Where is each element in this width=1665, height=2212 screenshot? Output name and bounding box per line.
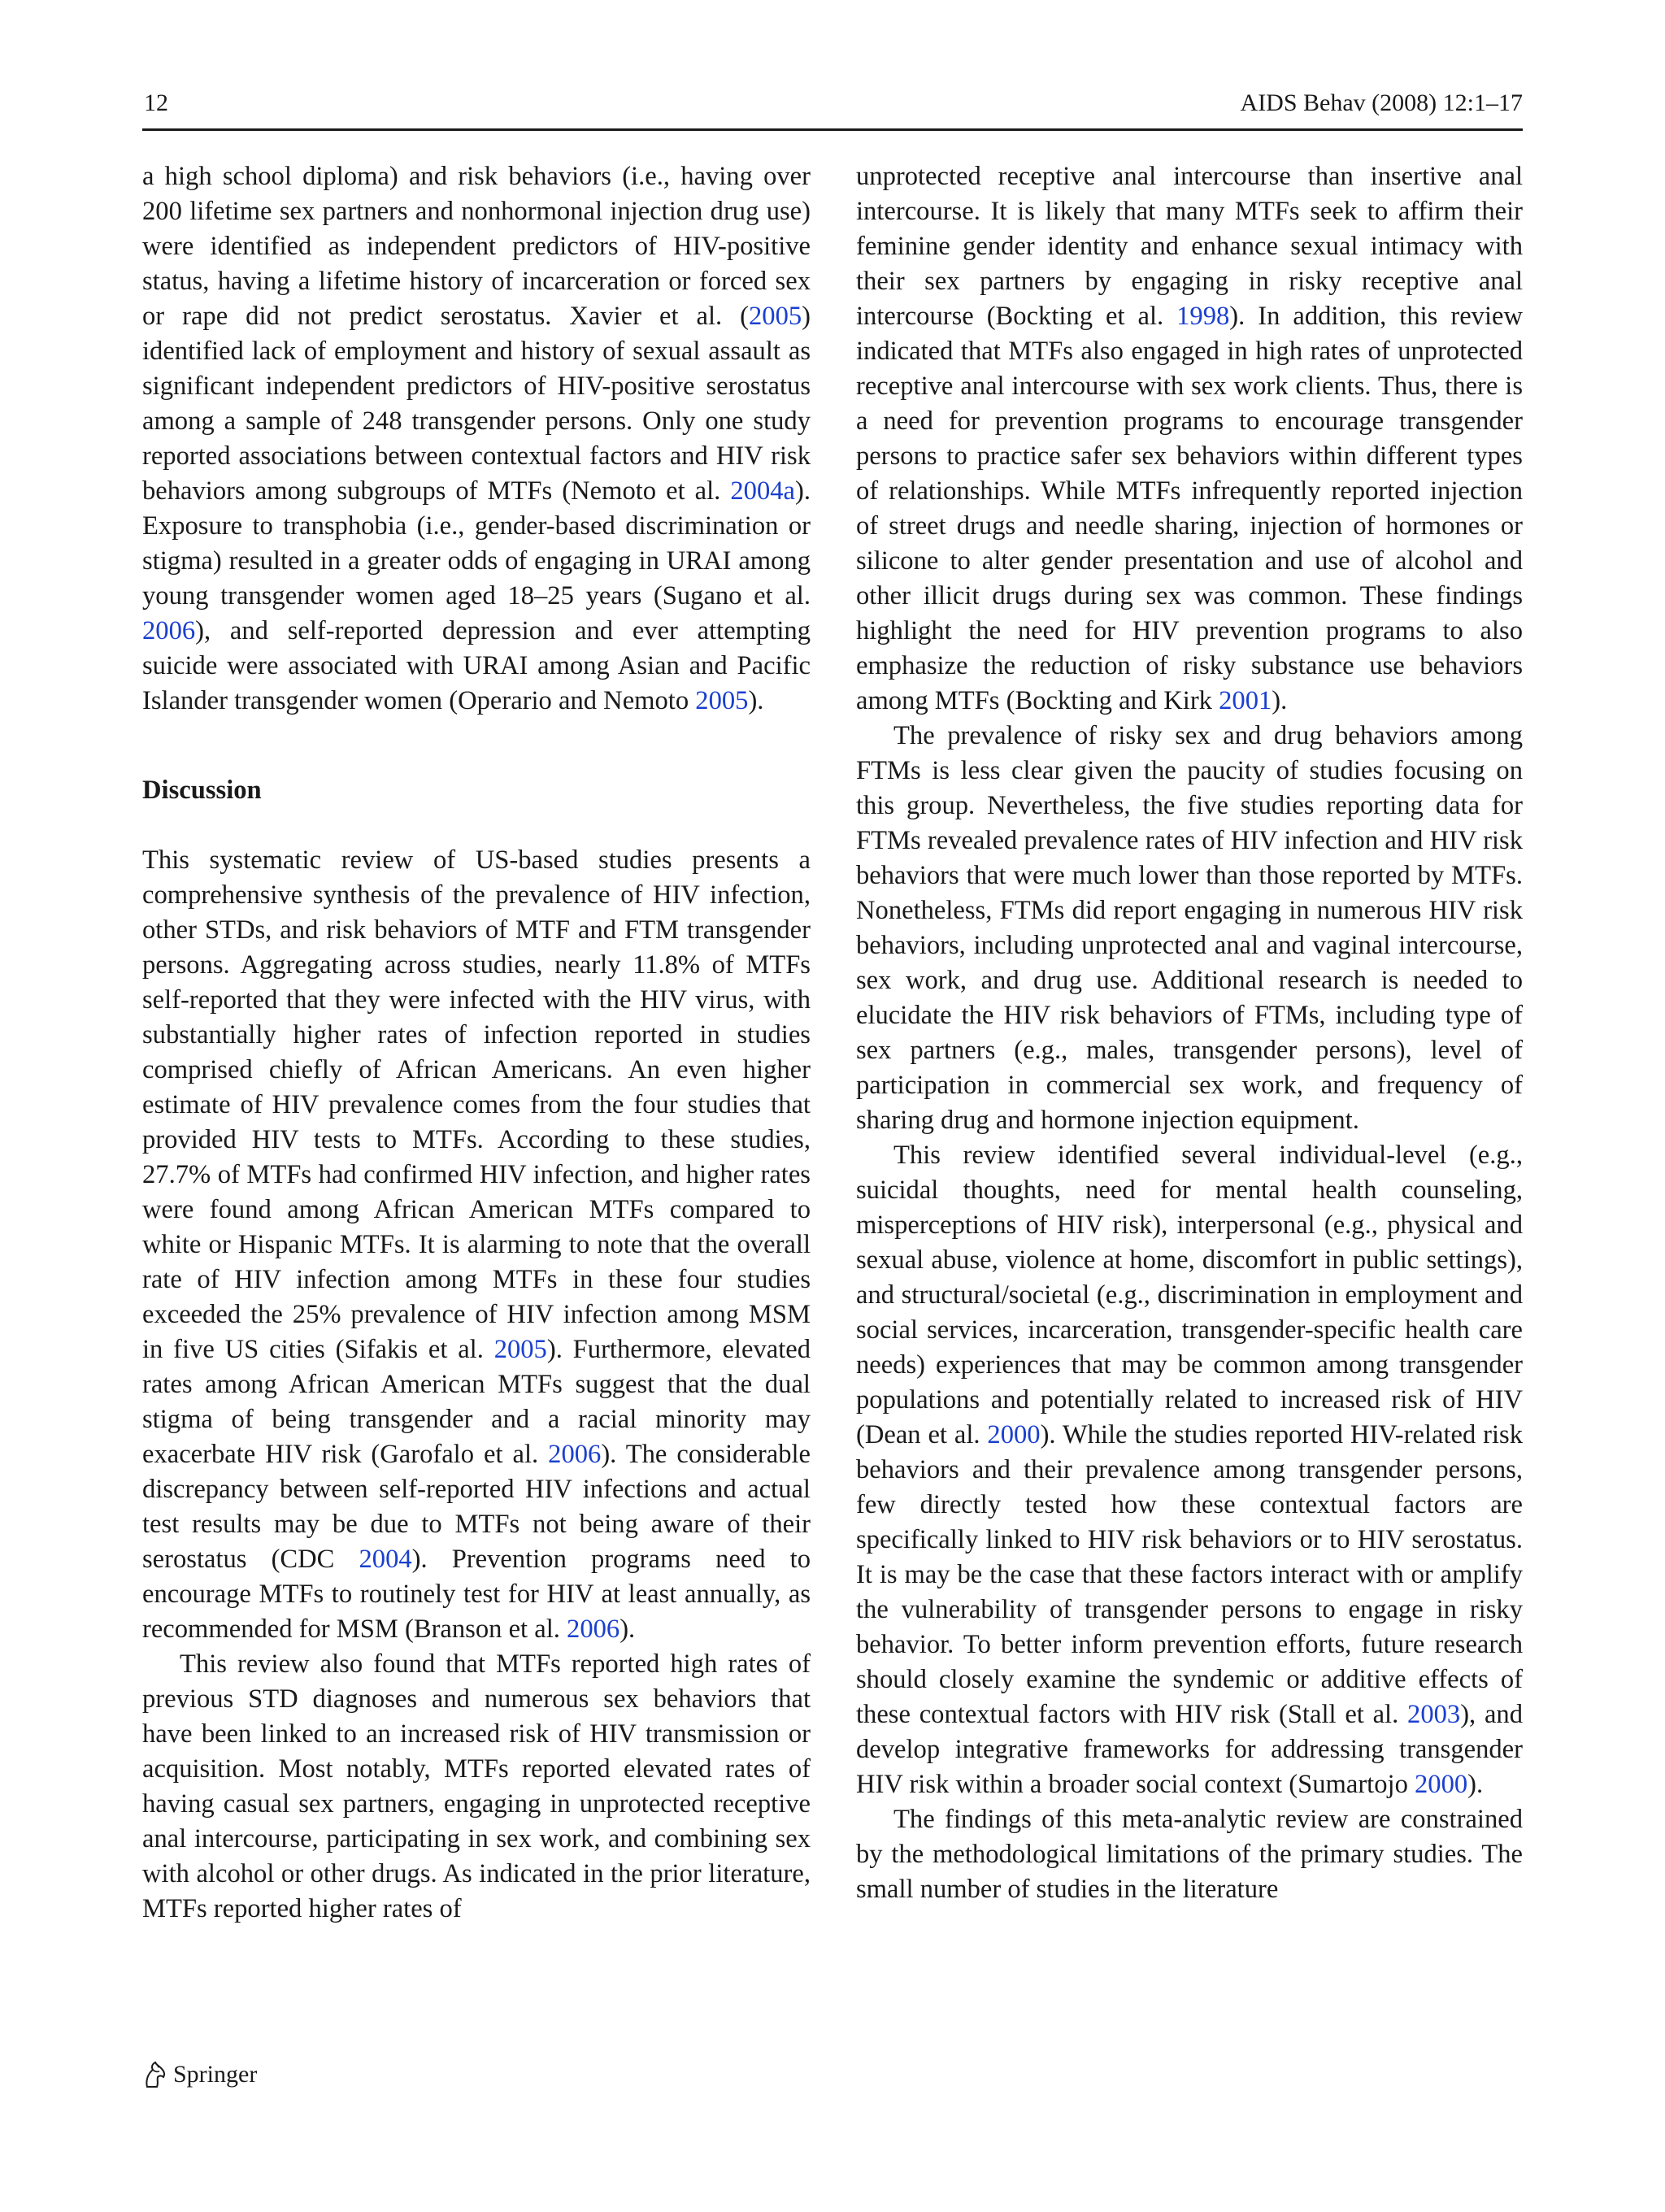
citation-link[interactable]: 2003 [1407,1700,1461,1729]
left-column [142,159,811,1927]
paragraph-contextual-factors: This review identified several individual-level (e.g., suicidal thoughts, need for mental health counseling, misperceptions of HIV risk), interpersonal (e.g., physical and sexual abuse, violence at home, discomfort in public settings), and structural/societal (e.g., discrimination in employment and social services, incarceration, transgender-specific health care needs) experiences that may be common among transgender populations and potentially related to increased risk of HIV (Dean et al. 2000). While the studies reported HIV-related risk behaviors and their prevalence among transgender persons, few directly tested how these contextual factors are specifically linked to HIV risk behaviors or to HIV serostatus. It is may be the case that these factors interact with or amplify the vulnerability of transgender persons to engage in risky behavior. To better inform prevention efforts, future research should closely examine the syndemic or additive effects of these contextual factors with HIV risk (Stall et al. 2003), and develop integrative frameworks for addressing transgender HIV risk within a broader social context (Sumartojo 2000). [856,1141,1523,1799]
paragraph-limitations: The findings of this meta-analytic review are constrained by the methodological limitations of the primary studies. The small number of studies in the literature [856,1805,1523,1904]
citation-link[interactable]: 2000 [1415,1770,1468,1799]
paragraph-predictors: a high school diploma) and risk behaviors (i.e., having over 200 lifetime sex partners and nonhormonal injection drug use) were identified as independent predictors of HIV-positive status, having a lifetime history of incarceration or forced sex or rape did not predict serostatus. Xavier et al. (2005) identified lack of employment and history of sexual assault as significant independent predictors of HIV-positive serostatus among a sample of 248 transgender persons. Only one study reported associations between contextual factors and HIV risk behaviors among subgroups of MTFs (Nemoto et al. 2004a). Exposure to transphobia (i.e., gender-based discrimination or stigma) resulted in a greater odds of engaging in URAI among young transgender women aged 18–25 years (Sugano et al. 2006), and self-reported depression and ever attempting suicide were associated with URAI among Asian and Pacific Islander transgender women (Operario and Nemoto 2005). [142,162,811,715]
citation-link[interactable]: 2005 [748,302,802,331]
citation-link[interactable]: 2004 [359,1545,412,1574]
section-heading-discussion: Discussion [142,776,262,805]
page-header [142,89,1523,131]
page-footer [141,2058,257,2091]
citation-link[interactable]: 1998 [1176,302,1230,331]
citation-link[interactable]: 2006 [548,1440,602,1469]
citation-link[interactable]: 2006 [567,1614,620,1644]
page-number: 12 [144,89,168,116]
right-column [856,159,1523,1907]
paragraph-discussion-2: This review also found that MTFs reported high rates of previous STD diagnoses and numerous sex behaviors that have been linked to an increased risk of HIV transmission or acquisition. Most notably, MTFs reported elevated rates of having casual sex partners, engaging in unprotected receptive anal intercourse, participating in sex work, and combining sex with alcohol or other drugs. As indicated in the prior literature, MTFs reported higher rates of [142,1649,811,1923]
publisher-name: Springer [173,2061,258,2088]
springer-horse-icon [141,2059,168,2090]
journal-citation: AIDS Behav (2008) 12:1–17 [1240,89,1523,116]
paragraph-receptive-intercourse: unprotected receptive anal intercourse than insertive anal intercourse. It is likely that many MTFs seek to affirm their feminine gender identity and enhance sexual intimacy with their sex partners by engaging in risky receptive anal intercourse (Bockting et al. 1998). In addition, this review indicated that MTFs also engaged in high rates of unprotected receptive anal intercourse with sex work clients. Thus, there is a need for prevention programs to encourage transgender persons to practice safer sex behaviors within different types of relationships. While MTFs infrequently reported injection of street drugs and needle sharing, injection of hormones or silicone to alter gender presentation and use of alcohol and other illicit drugs during sex was common. These findings highlight the need for HIV prevention programs to also emphasize the reduction of risky substance use behaviors among MTFs (Bockting and Kirk 2001). [856,162,1523,715]
paragraph-discussion-1: This systematic review of US-based studies presents a comprehensive synthesis of the prevalence of HIV infection, other STDs, and risk behaviors of MTF and FTM transgender persons. Aggregating across studies, nearly 11.8% of MTFs self-reported that they were infected with the HIV virus, with substantially higher rates of infection reported in studies comprised chiefly of African Americans. An even higher estimate of HIV prevalence comes from the four studies that provided HIV tests to MTFs. According to these studies, 27.7% of MTFs had confirmed HIV infection, and higher rates were found among African American MTFs compared to white or Hispanic MTFs. It is alarming to note that the overall rate of HIV infection among MTFs in these four studies exceeded the 25% prevalence of HIV infection among MSM in five US cities (Sifakis et al. 2005). Furthermore, elevated rates among African American MTFs suggest that the dual stigma of being transgender and a racial minority may exacerbate HIV risk (Garofalo et al. 2006). The considerable discrepancy between self-reported HIV infections and actual test results may be due to MTFs not being aware of their serostatus (CDC 2004). Prevention programs need to encourage MTFs to routinely test for HIV at least annually, as recommended for MSM (Branson et al. 2006). [142,845,811,1644]
citation-link[interactable]: 2005 [695,686,749,715]
paragraph-ftm-prevalence: The prevalence of risky sex and drug behaviors among FTMs is less clear given the paucity of studies focusing on this group. Nevertheless, the five studies reporting data for FTMs revealed prevalence rates of HIV infection and HIV risk behaviors that were much lower than those reported by MTFs. Nonetheless, FTMs did report engaging in numerous HIV risk behaviors, including unprotected anal and vaginal intercourse, sex work, and drug use. Additional research is needed to elucidate the HIV risk behaviors of FTMs, including type of sex partners (e.g., males, transgender persons), level of participation in commercial sex work, and frequency of sharing drug and hormone injection equipment. [856,721,1523,1135]
citation-link[interactable]: 2005 [493,1335,547,1364]
citation-link[interactable]: 2004a [730,476,795,506]
citation-link[interactable]: 2006 [142,616,196,645]
citation-link[interactable]: 2000 [987,1420,1041,1449]
citation-link[interactable]: 2001 [1219,686,1272,715]
